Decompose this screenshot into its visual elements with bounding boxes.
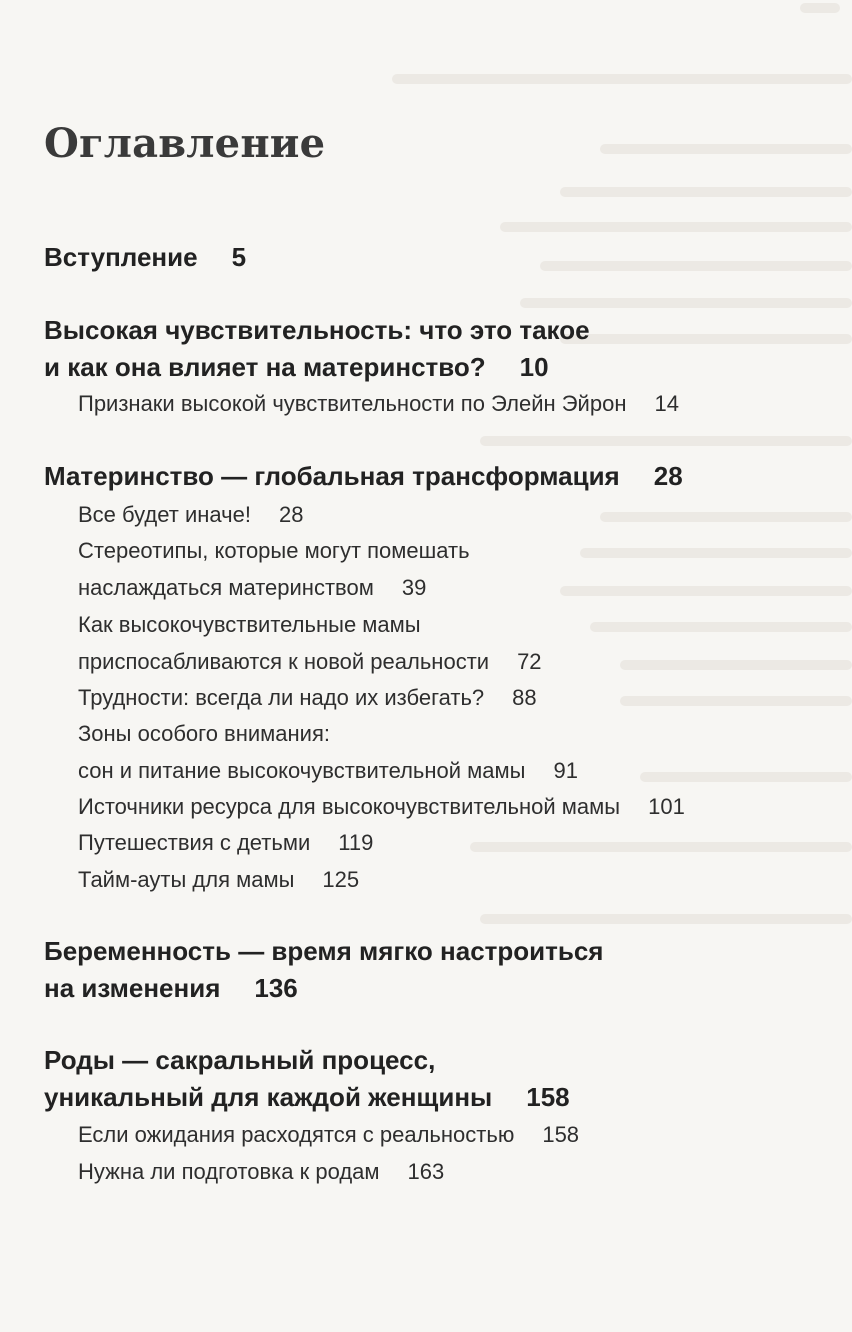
- toc-subentry[interactable]: [78, 715, 578, 789]
- page-number: 163: [407, 1159, 445, 1184]
- page-number: 158: [526, 1082, 570, 1112]
- subentry-title: Трудности: всегда ли надо их избегать?: [78, 685, 485, 710]
- subentry-title-line-2: наслаждаться материнством: [78, 575, 374, 600]
- page-number: 28: [278, 502, 304, 527]
- entry-title-line-2: уникальный для каждой женщины: [44, 1082, 493, 1112]
- subentry-title: Все будет иначе!: [78, 502, 251, 527]
- toc-subentry[interactable]: [78, 861, 359, 898]
- toc-subentry[interactable]: [78, 532, 470, 606]
- page-number: 88: [512, 685, 537, 710]
- subentry-title: Источники ресурса для высокочувствительной мамы: [78, 794, 621, 819]
- subentry-title: Если ожидания расходятся с реальностью: [78, 1122, 515, 1147]
- page-number: 28: [653, 461, 683, 491]
- entry-title: Вступление: [44, 242, 198, 272]
- page-number: 14: [654, 391, 679, 416]
- page-number: 101: [648, 794, 685, 819]
- subentry-title: Нужна ли подготовка к родам: [78, 1159, 380, 1184]
- subentry-title-line-2: приспосабливаются к новой реальности: [78, 649, 490, 674]
- toc-subentry[interactable]: [78, 788, 685, 825]
- entry-title-line-1: Роды — сакральный процесс,: [44, 1045, 436, 1075]
- page-number: 72: [517, 649, 542, 674]
- page-number: 10: [519, 352, 549, 382]
- subentry-title-line-1: Зоны особого внимания:: [78, 721, 330, 746]
- toc-entry-chapter-1[interactable]: [44, 312, 590, 386]
- page-number: 39: [401, 575, 427, 600]
- toc-subentry[interactable]: [78, 1116, 579, 1153]
- toc-entry-chapter-4[interactable]: [44, 1042, 570, 1116]
- toc-entry-chapter-2[interactable]: [44, 458, 683, 495]
- subentry-title: Тайм-ауты для мамы: [78, 867, 295, 892]
- entry-title-line-2: и как она влияет на материнство?: [44, 352, 486, 382]
- page-title: Оглавление: [44, 120, 326, 167]
- subentry-title-line-1: Как высокочувствительные мамы: [78, 612, 421, 637]
- toc-subentry[interactable]: [78, 496, 303, 533]
- toc-subentry[interactable]: [78, 679, 537, 716]
- toc-subentry[interactable]: [78, 606, 542, 680]
- subentry-title: Путешествия с детьми: [78, 830, 311, 855]
- toc-entry-intro[interactable]: [44, 239, 246, 276]
- page-number: 158: [542, 1122, 580, 1147]
- entry-title-line-1: Беременность — время мягко настроиться: [44, 936, 604, 966]
- toc-subentry[interactable]: [78, 385, 679, 422]
- page-number: 136: [254, 973, 298, 1003]
- subentry-title-line-2: сон и питание высокочувствительной мамы: [78, 758, 526, 783]
- page-number: 125: [322, 867, 360, 892]
- page-number: 5: [231, 242, 247, 272]
- entry-title: Материнство — глобальная трансформация: [44, 461, 620, 491]
- toc-entry-chapter-3[interactable]: [44, 933, 603, 1007]
- subentry-title: Признаки высокой чувствительности по Элейн Эйрон: [78, 391, 627, 416]
- entry-title-line-1: Высокая чувствительность: что это такое: [44, 315, 590, 345]
- toc-subentry[interactable]: [78, 1153, 444, 1190]
- toc-subentry[interactable]: [78, 824, 373, 861]
- page-number: 91: [553, 758, 578, 783]
- subentry-title-line-1: Стереотипы, которые могут помешать: [78, 538, 470, 563]
- entry-title-line-2: на изменения: [44, 973, 221, 1003]
- page-number: 119: [338, 830, 374, 855]
